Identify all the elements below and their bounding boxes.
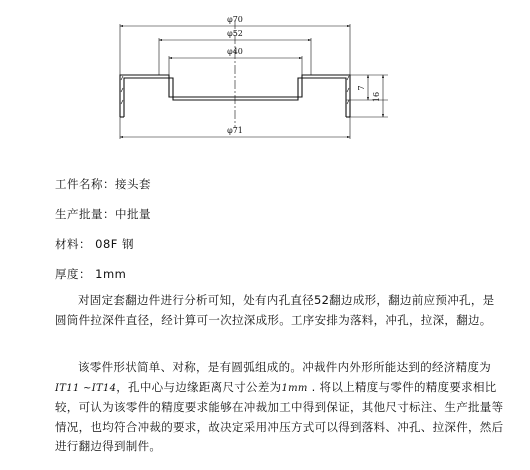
material: 材料： 08F 钢 (55, 237, 135, 251)
analysis-paragraph: 对固定套翻边件进行分析可知，处有内孔直径52翻边成形，翻边前应预冲孔，是圆筒件拉深件直径，经计算可一次拉深成形。工序安排为落料，冲孔，拉深，翻边。 (55, 293, 495, 327)
dim-d71: φ71 (227, 126, 243, 135)
dim-h7: 7 (357, 85, 366, 91)
extension-lines (120, 24, 388, 139)
dim-d70: φ70 (227, 15, 243, 24)
dim-d52: φ52 (227, 29, 243, 38)
dim-h16: 16 (372, 91, 381, 103)
para2-dimension: 1mm (281, 382, 308, 394)
dimension-lines (120, 26, 383, 137)
thickness: 厚度： 1mm (55, 267, 127, 281)
dim-d40: φ40 (227, 47, 243, 56)
production-batch: 生产批量：中批量 (55, 207, 151, 221)
para2-text-a: 该零件形状简单、对称，是有圆弧组成的。冲裁件内外形所能达到的经济精度为 (78, 360, 491, 374)
para2-tolerance: IT11 ~IT14 (55, 382, 117, 394)
para2-text-c: ，孔中心与边缘距离尺寸公差为 (116, 379, 282, 394)
para2-text-e: . 将以上精度与零件的精度要求相比较，可认为该零件的精度要求能够在冲裁加工中得到保证，其他尺寸标注、生产批量等情况，也均符合冲裁的要求，故决定采用冲压方式可以得到落料、冲孔、拉深件，然后进行翻边得到制件。 (55, 379, 504, 453)
part-name: 工件名称：接头套 (55, 177, 151, 191)
part-drawing (0, 0, 530, 165)
precision-paragraph (55, 358, 505, 457)
